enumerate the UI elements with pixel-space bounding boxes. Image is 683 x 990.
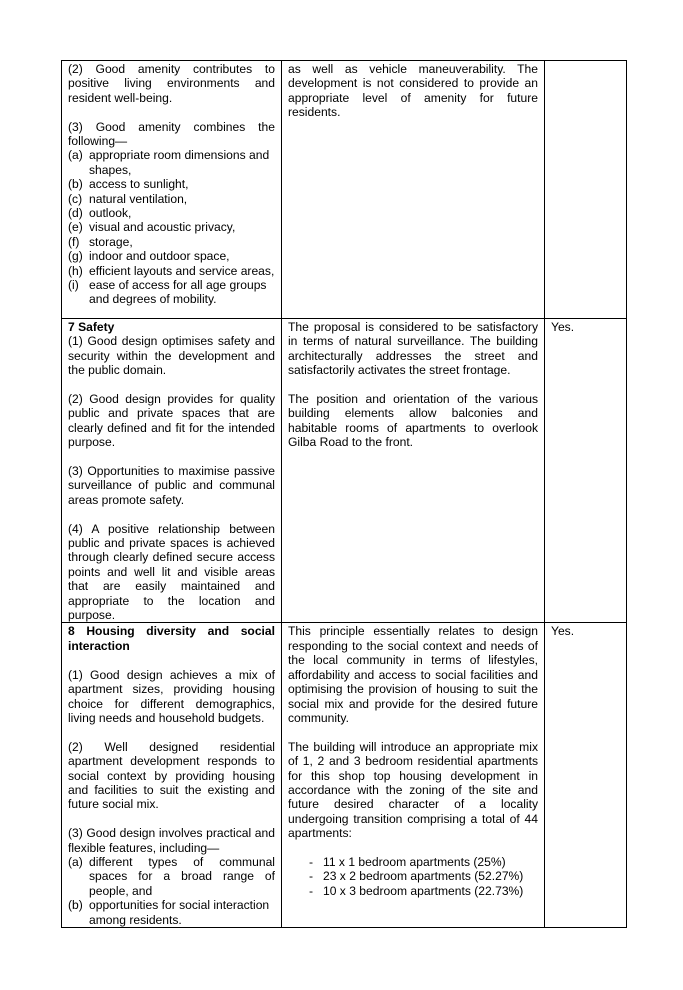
list-item: (i) ease of access for all age groups and degrees of mobility. xyxy=(68,278,267,307)
principle-heading: 8 Housing diversity and social interaction xyxy=(68,624,275,653)
item-list xyxy=(68,148,275,306)
compliance-cell: Yes. xyxy=(545,623,627,927)
principle-paragraph: (1) Good design optimises safety and security within the development and the public domain. xyxy=(68,334,275,378)
comment-paragraph: The building will introduce an appropriate mix of 1, 2 and 3 bedroom residential apartments for this shop top housing development in accordance with the zoning of the site and future desired character of a locality undergoing transition comprising a total of 44 apartments: xyxy=(288,739,538,841)
principle-heading: 7 Safety xyxy=(68,320,115,334)
item-list xyxy=(68,855,275,927)
list-item: (b) opportunities for social interaction among residents. xyxy=(68,898,270,927)
principle-paragraph: (3) Opportunities to maximise passive surveillance of public and communal areas promote safety. xyxy=(68,464,275,507)
list-item: (g) indoor and outdoor space, xyxy=(68,249,230,264)
assessment-table xyxy=(61,60,627,928)
document-page xyxy=(61,60,626,928)
table-row xyxy=(62,61,627,319)
table-row xyxy=(62,623,627,927)
list-item: (h) efficient layouts and service areas, xyxy=(68,263,275,278)
comment-cell xyxy=(282,623,545,927)
list-item: (c) natural ventilation, xyxy=(68,191,188,206)
principle-cell xyxy=(62,319,282,623)
principle-paragraph: (2) Well designed residential apartment development responds to social context by providing housing and facilities to suit the existing and future social mix. xyxy=(68,739,275,812)
principle-paragraph: (2) Good amenity contributes to positive living environments and resident well-being. xyxy=(68,62,275,105)
list-item: - 23 x 2 bedroom apartments (52.27%) xyxy=(309,869,524,884)
comment-paragraph: This principle essentially relates to design responding to the social context and needs of the local community in terms of lifestyles, affordability and access to social facilities and optimising the provision of housing to suit the social mix and provide for the desired future community. xyxy=(288,624,538,725)
principle-paragraph: (4) A positive relationship between public and private spaces is achieved through clearly defined secure access points and well lit and visible areas that are easily maintained and appropriate to the location and purpose. xyxy=(68,521,275,623)
list-item: - 11 x 1 bedroom apartments (25%) xyxy=(309,854,506,869)
list-item: - 10 x 3 bedroom apartments (22.73%) xyxy=(309,883,524,898)
principle-paragraph: (1) Good design achieves a mix of apartment sizes, providing housing choice for different demographics, living needs and household budgets. xyxy=(68,667,275,725)
principle-paragraph: (2) Good design provides for quality public and private spaces that are clearly defined and fit for the intended purpose. xyxy=(68,392,275,450)
principle-paragraph: (3) Good amenity combines the following— xyxy=(68,119,275,149)
apartment-mix-list xyxy=(288,855,538,898)
comment-paragraph: The proposal is considered to be satisfactory in terms of natural surveillance. The building architecturally addresses the street and satisfactorily activates the street frontage. xyxy=(288,320,538,378)
compliance-cell xyxy=(545,61,627,319)
list-item: (a) different types of communal spaces for a broad range of people, and xyxy=(68,854,275,898)
compliance-cell: Yes. xyxy=(545,319,627,623)
comment-cell xyxy=(282,319,545,623)
list-item: (a) appropriate room dimensions and shapes, xyxy=(68,148,270,177)
list-item: (b) access to sunlight, xyxy=(68,177,189,192)
principle-paragraph: (3) Good design involves practical and flexible features, including— xyxy=(68,826,275,855)
principle-cell xyxy=(62,61,282,319)
comment-paragraph: The position and orientation of the various building elements allow balconies and habitable rooms of apartments to overlook Gilba Road to the front. xyxy=(288,392,538,450)
list-item: (d) outlook, xyxy=(68,206,132,221)
list-item: (e) visual and acoustic privacy, xyxy=(68,220,236,235)
comment-paragraph: as well as vehicle maneuverability. The development is not considered to provide an appropriate level of amenity for future residents. xyxy=(288,62,538,120)
principle-cell xyxy=(62,623,282,927)
list-item: (f) storage, xyxy=(68,234,133,249)
comment-cell xyxy=(282,61,545,319)
table-row xyxy=(62,319,627,623)
